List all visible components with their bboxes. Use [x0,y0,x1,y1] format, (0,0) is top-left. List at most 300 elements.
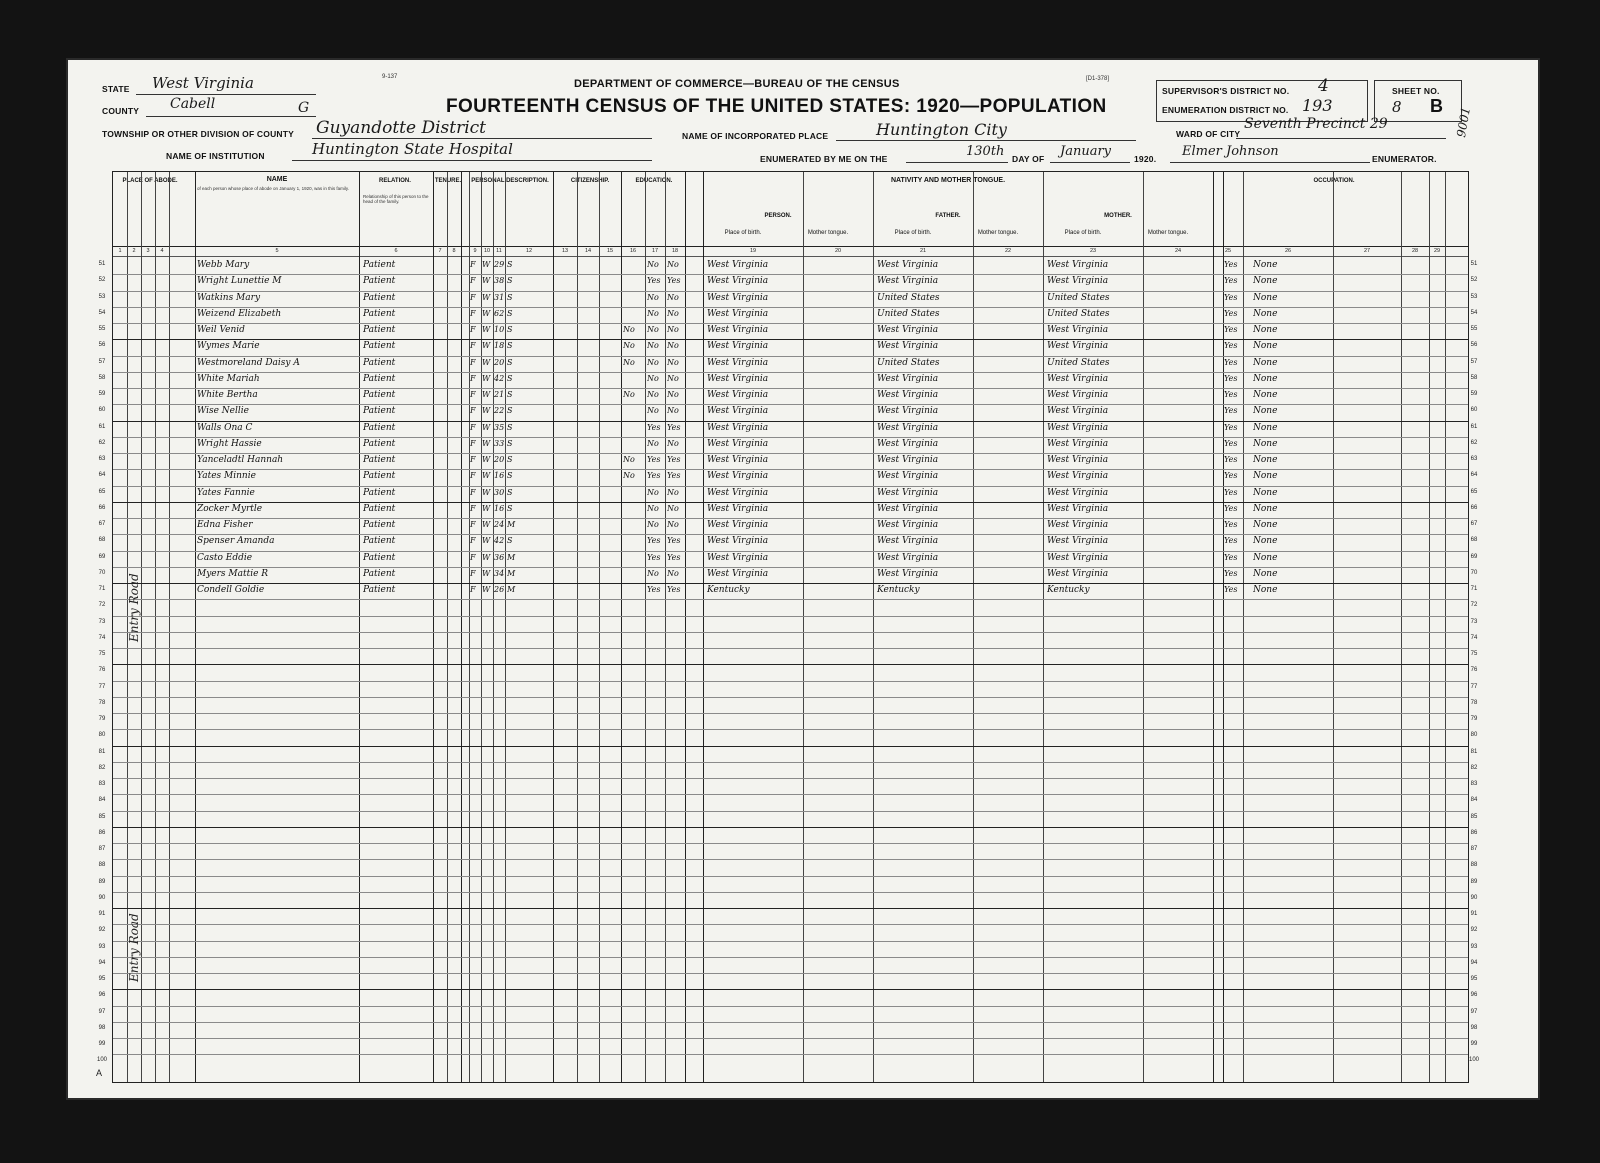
line-number: 78 [98,699,106,706]
column-number: 26 [1284,248,1292,254]
line-number: 75 [98,651,106,657]
line-number: 81 [98,748,106,755]
cell-marital-status: S [507,503,513,513]
cell-sex: F [470,471,476,481]
cell-can-write: No [667,438,679,448]
column-number: 17 [651,248,659,254]
cell-can-write: No [667,373,679,383]
cell-person-name: Spenser Amanda [197,536,275,547]
cell-person-name: Myers Mattie R [197,568,269,579]
cell-school-attendance: No [623,341,635,351]
cell-occupation: None [1253,276,1278,287]
column-number-rule [113,256,1468,257]
cell-marital-status: S [507,357,513,367]
line-number: 68 [1470,537,1478,544]
cell-mother-birthplace: United States [1047,308,1110,319]
father-place-of-birth-header: Place of birth. [894,230,932,236]
cell-father-birthplace: United States [877,292,940,303]
line-number: 90 [98,894,106,901]
cell-sex: F [470,308,476,318]
cell-mother-birthplace: West Virginia [1047,260,1109,270]
line-number: 66 [98,504,106,511]
column-number: 2 [132,248,136,254]
cell-marital-status: S [507,292,513,302]
row-rule [113,924,1468,925]
line-number: 62 [1470,439,1478,446]
cell-sex: F [470,390,476,399]
group-nativity: NATIVITY AND MOTHER TONGUE. [890,177,1006,184]
line-number: 80 [98,732,106,739]
cell-can-write: No [667,520,679,529]
line-number: 60 [98,407,106,414]
sheet-label: SHEET NO. [1392,86,1440,96]
column-number: 9 [473,248,477,254]
line-number: 94 [1470,959,1478,966]
cell-father-birthplace: West Virginia [877,260,939,270]
enumerator-name: Elmer Johnson [1182,144,1279,159]
column-divider [1143,172,1144,1082]
column-divider [1429,172,1430,1082]
line-number: 98 [1470,1024,1478,1031]
cell-can-read: Yes [647,536,661,546]
cell-school-attendance: No [623,357,635,367]
line-number: 98 [98,1024,106,1031]
column-number: 3 [146,248,150,254]
line-number: 58 [98,374,106,381]
row-rule [113,892,1468,893]
department-title: DEPARTMENT OF COMMERCE—BUREAU OF THE CENSUS [574,78,900,90]
line-number: 67 [1470,521,1478,527]
cell-person-birthplace: West Virginia [707,471,769,482]
column-number: 6 [394,248,398,254]
line-number: 87 [98,846,106,852]
cell-race: W [482,406,491,416]
cell-can-write: Yes [667,471,681,481]
line-number: 67 [98,521,106,527]
row-rule [113,486,1468,487]
row-rule [113,567,1468,568]
cell-can-write: No [667,325,679,334]
cell-relation: Patient [363,503,396,514]
cell-person-name: Yates Fannie [197,487,255,498]
cell-can-read: No [647,292,659,302]
cell-race: W [482,422,491,432]
form-code: [D1-378] [1086,76,1110,82]
row-rule [113,713,1468,714]
cell-age: 31 [494,292,505,302]
column-divider [359,172,360,1082]
column-number: 1 [118,248,122,254]
cell-race: W [482,260,491,269]
cell-race: W [482,308,491,318]
cell-race: W [482,487,491,497]
cell-can-write: No [667,260,679,269]
cell-race: W [482,438,491,448]
line-number: 99 [98,1041,106,1047]
line-number: 52 [98,277,106,284]
cell-age: 26 [494,585,505,594]
cell-person-name: Casto Eddie [197,552,253,563]
column-divider [447,172,448,1082]
column-divider [599,172,600,1082]
cell-person-name: Wymes Marie [197,341,260,352]
cell-speaks-english: Yes [1224,325,1238,334]
institution-value: Huntington State Hospital [312,140,513,158]
cell-marital-status: M [507,568,516,578]
line-number: 76 [1470,667,1478,674]
cell-age: 22 [494,406,505,416]
column-number: 23 [1089,248,1097,254]
column-divider [803,172,804,1082]
cell-relation: Patient [363,536,396,547]
cell-person-birthplace: West Virginia [707,438,769,449]
line-number: 85 [98,813,106,820]
cell-race: W [482,503,491,513]
row-rule [113,729,1468,730]
cell-school-attendance: No [623,471,635,481]
column-number: 8 [452,248,456,254]
cell-father-birthplace: West Virginia [877,471,939,482]
supervisor-label: SUPERVISOR'S DISTRICT NO. [1162,86,1290,96]
cell-sex: F [470,568,476,578]
cell-speaks-english: Yes [1224,487,1238,497]
cell-speaks-english: Yes [1224,585,1238,594]
column-divider [155,172,156,1082]
cell-marital-status: M [507,520,516,529]
column-divider [141,172,142,1082]
cell-sex: F [470,357,476,367]
cell-age: 42 [494,373,505,383]
cell-speaks-english: Yes [1224,568,1238,578]
cell-speaks-english: Yes [1224,341,1238,351]
cell-can-write: No [667,292,679,302]
line-number: 77 [98,683,106,690]
cell-mother-birthplace: West Virginia [1047,373,1109,384]
group-tenure: TENURE. [434,178,462,184]
line-number: 52 [1470,277,1478,284]
cell-race: W [482,568,491,578]
cell-can-read: Yes [647,422,661,432]
group-person: PERSON. [764,213,792,219]
column-number: 12 [525,248,533,254]
cell-marital-status: S [507,422,513,432]
row-rule [113,502,1468,503]
column-number: 10 [483,248,491,254]
cell-person-name: Webb Mary [197,260,250,270]
ward-value: Seventh Precinct 29 [1244,116,1388,132]
enumerated-day: 130th [966,144,1005,159]
line-number: 94 [98,959,106,966]
cell-speaks-english: Yes [1224,357,1238,367]
group-education: EDUCATION. [635,178,673,184]
cell-mother-birthplace: West Virginia [1047,341,1109,352]
line-number: 62 [98,439,106,446]
township-value: Guyandotte District [316,118,486,138]
line-number: 92 [98,927,106,934]
cell-person-birthplace: West Virginia [707,341,769,352]
cell-age: 29 [494,260,505,269]
cell-age: 10 [494,325,505,334]
column-number: 5 [275,248,279,254]
cell-occupation: None [1253,260,1278,270]
cell-mother-birthplace: West Virginia [1047,390,1109,400]
cell-race: W [482,455,491,464]
township-label: TOWNSHIP OR OTHER DIVISION OF COUNTY [102,129,295,139]
cell-age: 34 [494,568,505,578]
cell-relation: Patient [363,276,396,287]
column-number: 21 [919,248,927,254]
cell-occupation: None [1253,390,1278,400]
line-number: 65 [1470,488,1478,495]
line-number: 76 [98,667,106,674]
cell-person-birthplace: West Virginia [707,373,769,384]
cell-speaks-english: Yes [1224,471,1238,481]
cell-father-birthplace: United States [877,357,940,368]
cell-age: 42 [494,536,505,546]
township-prefix: G [298,100,310,116]
cell-father-birthplace: West Virginia [877,520,939,530]
row-rule [113,388,1468,389]
cell-person-name: Zocker Myrtle [197,503,263,514]
line-number: 71 [1470,586,1478,592]
cell-person-birthplace: West Virginia [707,568,769,579]
cell-age: 62 [494,308,505,318]
cell-can-write: No [667,390,679,399]
row-rule [113,1038,1468,1039]
column-number: 25 [1224,248,1232,254]
cell-can-read: No [647,373,659,383]
cell-can-read: No [647,390,659,399]
cell-occupation: None [1253,406,1278,417]
line-number: 97 [1470,1008,1478,1015]
line-number: 75 [1470,651,1478,657]
line-number: 93 [98,943,106,950]
mother-mother-tongue-header: Mother tongue. [1147,230,1189,236]
line-number: 77 [1470,683,1478,690]
line-number: 85 [1470,813,1478,820]
census-grid [112,171,1469,1083]
footer-left-mark: A [96,1068,103,1078]
cell-mother-birthplace: West Virginia [1047,568,1109,579]
line-number: 72 [1470,602,1478,609]
row-rule [113,274,1468,275]
cell-marital-status: S [507,406,513,416]
column-divider [195,172,196,1082]
state-value: West Virginia [152,74,254,92]
county-label: COUNTY [102,106,140,116]
column-divider [577,172,578,1082]
name-description: of each person whose place of abode on January 1, 1920, was in this family. [197,186,350,191]
cell-relation: Patient [363,438,396,449]
cell-relation: Patient [363,520,396,530]
column-number: 28 [1411,248,1419,254]
line-number: 61 [98,423,106,430]
row-rule [113,469,1468,470]
column-divider [1401,172,1402,1082]
cell-mother-birthplace: West Virginia [1047,520,1109,530]
cell-person-name: Westmoreland Daisy A [197,357,300,368]
cell-speaks-english: Yes [1224,390,1238,399]
group-citizenship: CITIZENSHIP. [570,178,610,184]
cell-age: 30 [494,487,505,497]
cell-relation: Patient [363,292,396,303]
cell-person-birthplace: West Virginia [707,308,769,319]
cell-occupation: None [1253,536,1278,547]
cell-speaks-english: Yes [1224,536,1238,546]
line-number: 88 [1470,862,1478,869]
cell-occupation: None [1253,568,1278,579]
cell-person-name: Weizend Elizabeth [197,308,282,319]
cell-person-name: Wise Nellie [197,406,249,417]
cell-marital-status: S [507,276,513,286]
column-divider [1445,172,1446,1082]
column-number: 4 [160,248,164,254]
line-number: 95 [1470,976,1478,982]
line-number: 71 [98,586,106,592]
cell-mother-birthplace: West Virginia [1047,422,1109,433]
cell-race: W [482,536,491,546]
cell-school-attendance: No [623,455,635,464]
cell-can-write: Yes [667,552,681,562]
column-divider [665,172,666,1082]
cell-father-birthplace: West Virginia [877,455,939,465]
line-number: 88 [98,862,106,869]
cell-sex: F [470,260,476,269]
row-rule [113,908,1468,909]
line-number: 93 [1470,943,1478,950]
row-rule [113,1006,1468,1007]
enumerated-month: January [1060,144,1112,159]
cell-age: 20 [494,455,505,464]
cell-father-birthplace: West Virginia [877,503,939,514]
line-number: 83 [1470,781,1478,787]
line-number: 95 [98,976,106,982]
day-of-label: DAY OF [1012,154,1045,164]
cell-person-name: Weil Venid [197,325,245,335]
cell-mother-birthplace: West Virginia [1047,325,1109,335]
cell-person-birthplace: West Virginia [707,260,769,270]
line-number: 91 [1470,911,1478,917]
cell-can-read: No [647,568,659,578]
column-divider [973,172,974,1082]
line-number: 100 [96,1057,107,1064]
cell-person-name: Wright Lunettie M [197,276,282,287]
relation-description: Relationship of this person to the head of the family. [363,194,429,204]
cell-relation: Patient [363,568,396,579]
cell-person-birthplace: West Virginia [707,276,769,287]
line-number: 66 [1470,504,1478,511]
cell-relation: Patient [363,471,396,482]
cell-father-birthplace: West Virginia [877,422,939,433]
column-divider [645,172,646,1082]
line-number: 63 [98,456,106,462]
cell-can-read: No [647,308,659,318]
cell-occupation: None [1253,585,1278,595]
cell-person-birthplace: West Virginia [707,536,769,547]
cell-father-birthplace: West Virginia [877,438,939,449]
cell-marital-status: S [507,438,513,448]
line-number: 57 [98,358,106,365]
row-rule [113,534,1468,535]
line-number: 56 [98,342,106,349]
cell-marital-status: S [507,536,513,546]
line-number: 55 [98,326,106,332]
cell-speaks-english: Yes [1224,503,1238,513]
line-number: 64 [1470,472,1478,479]
cell-marital-status: S [507,487,513,497]
cell-age: 38 [494,276,505,286]
line-number: 64 [98,472,106,479]
row-rule [113,616,1468,617]
cell-can-read: No [647,357,659,367]
cell-father-birthplace: West Virginia [877,487,939,498]
line-number: 63 [1470,456,1478,462]
row-rule [113,1022,1468,1023]
cell-person-birthplace: West Virginia [707,520,769,530]
cell-mother-birthplace: West Virginia [1047,503,1109,514]
cell-occupation: None [1253,341,1278,352]
cell-father-birthplace: West Virginia [877,552,939,563]
line-number: 51 [98,261,106,267]
cell-sex: F [470,487,476,497]
column-number: 15 [606,248,614,254]
cell-mother-birthplace: West Virginia [1047,455,1109,465]
cell-father-birthplace: West Virginia [877,373,939,384]
cell-person-birthplace: West Virginia [707,357,769,368]
cell-race: W [482,357,491,367]
cell-sex: F [470,552,476,562]
column-divider [505,172,506,1082]
side-annotation-lower: Entry Road [127,913,141,982]
column-number: 11 [496,248,502,254]
column-divider [433,172,434,1082]
column-divider [169,172,170,1082]
line-number: 68 [98,537,106,544]
cell-age: 20 [494,357,505,367]
row-rule [113,307,1468,308]
cell-person-birthplace: West Virginia [707,325,769,335]
row-rule [113,941,1468,942]
line-number: 89 [98,878,106,885]
row-rule [113,453,1468,454]
incorporated-value: Huntington City [876,120,1007,139]
cell-race: W [482,390,491,399]
cell-race: W [482,585,491,594]
cell-can-write: Yes [667,276,681,286]
cell-mother-birthplace: Kentucky [1047,585,1090,595]
row-rule [113,664,1468,665]
cell-occupation: None [1253,422,1278,433]
row-rule [113,681,1468,682]
cell-age: 33 [494,438,505,448]
cell-can-write: No [667,341,679,351]
cell-father-birthplace: West Virginia [877,276,939,287]
cell-can-read: No [647,503,659,513]
line-number: 99 [1470,1041,1478,1047]
cell-relation: Patient [363,390,396,400]
cell-race: W [482,325,491,334]
cell-marital-status: S [507,373,513,383]
column-number: 29 [1433,248,1441,254]
row-rule [113,794,1468,795]
line-number: 81 [1470,748,1478,755]
cell-age: 36 [494,552,505,562]
cell-mother-birthplace: United States [1047,292,1110,303]
line-number: 90 [1470,894,1478,901]
cell-person-name: Walls Ona C [197,422,253,433]
line-number: 86 [98,829,106,836]
cell-can-read: No [647,487,659,497]
